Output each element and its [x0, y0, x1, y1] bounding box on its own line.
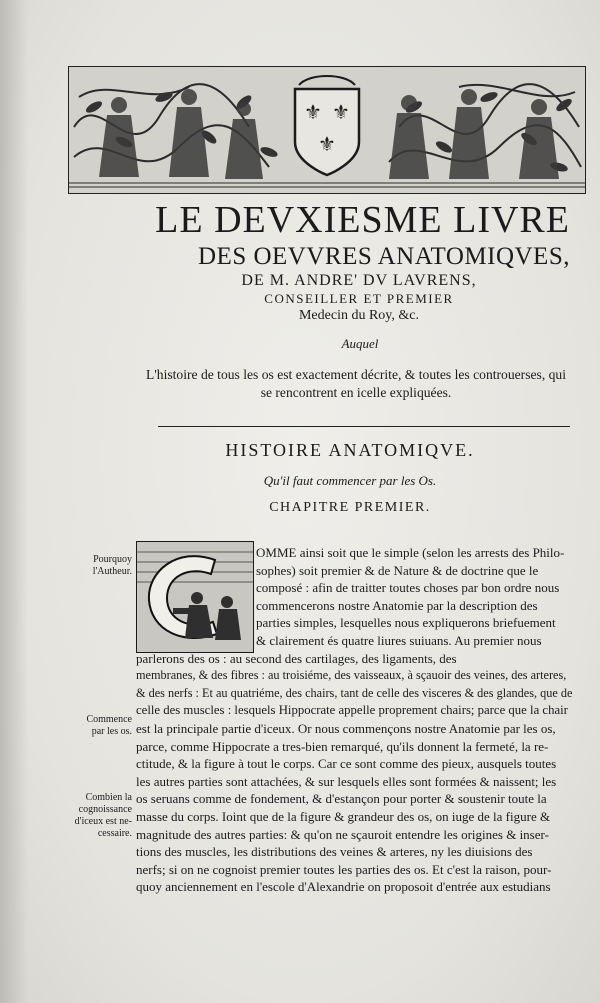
body-text-line: membranes, & des fibres : au troisiéme, des vaisseaux, à sçauoir des veines, des arteres,	[136, 668, 567, 683]
margin-note-line: par les os.	[91, 726, 132, 737]
margin-note-line: cessaire.	[97, 828, 132, 839]
body-text-line: masse du corps. Ioint que de la figure & grandeur des os, on iuge de la figure &	[136, 809, 551, 824]
section-heading: HISTOIRE ANATOMIQVE.	[225, 440, 475, 460]
summary-line-2: se rencontrent en icelle expliquées.	[260, 385, 452, 400]
body-text-line: parties simples, lesquelles nous expliquerons briefuement	[256, 615, 556, 631]
body-text-line: tions des muscles, les distributions des veines & arteres, ny les diuisions des	[136, 844, 533, 860]
royal-arms-fleur-de-lis-icon	[69, 67, 585, 193]
body-text-line: composé : afin de traitter toutes choses par bon ordre nous	[256, 580, 560, 596]
svg-text:⚜: ⚜	[332, 100, 350, 124]
book-subtitle: DES OEVVRES ANATOMIQVES,	[198, 243, 570, 270]
author-line: DE M. ANDRE' DV LAVRENS,	[241, 272, 477, 289]
book-summary	[128, 366, 584, 402]
body-text-line: commencerons nostre Anatomie par la description des	[256, 597, 538, 613]
body-text-line: celle des muscles : lesquels Hippocrate appelle proprement chairs; parce que la chair	[136, 703, 568, 718]
author-role: Medecin du Roy, &c.	[298, 308, 419, 323]
section-divider	[158, 426, 570, 427]
woodcut-headpiece	[68, 66, 586, 194]
chapter-heading: CHAPITRE PREMIER.	[269, 500, 431, 515]
margin-note-line: cognoissance	[78, 804, 132, 815]
margin-note-line: Commence	[86, 714, 132, 725]
margin-note-pourquoy	[60, 554, 132, 578]
historiated-initial-c-icon	[136, 541, 254, 653]
body-text-line: quoy anciennement en l'escole d'Alexandrie on proposoit d'entrée aux estudians	[136, 879, 551, 895]
section-subtitle: Qu'il faut commencer par les Os.	[263, 473, 437, 488]
body-text-line: parlerons des os : au second des cartilages, des ligaments, des	[136, 650, 457, 666]
author-office: CONSEILLER ET PREMIER	[264, 291, 454, 306]
body-text-line: nerfs; si on ne cognoist premier toutes les parties des os. Et c'est la raison, pour-	[136, 861, 552, 877]
body-text-line: os seruans comme de fondement, & d'estançon pour porter & soustenir toute la	[136, 791, 547, 807]
margin-note-line: l'Autheur.	[92, 566, 132, 577]
margin-note-line: Pourquoy	[93, 554, 132, 565]
body-text-line: & clairement és quatre liures suiuans. Au premier nous	[256, 633, 542, 648]
svg-text:⚜: ⚜	[304, 100, 322, 124]
margin-note-commence	[60, 714, 132, 738]
body-text-line: & des nerfs : Et au quatriéme, des chairs, tant de celle des visceres & des glandes, que de	[136, 685, 573, 700]
body-text-line: magnitude des autres parties: & qu'on ne sçauroit entendre les origines & inser-	[136, 826, 549, 842]
body-text-line: OMME ainsi soit que le simple (selon les arrests des Philo-	[256, 545, 565, 560]
body-text-line: parce, comme Hippocrate a tres-bien remarqué, qu'ils donnent la fermeté, la re-	[136, 738, 549, 754]
summary-line-1: L'histoire de tous les os est exactement décrite, & toutes les controuerses, qui	[146, 367, 566, 382]
body-text-line: ctitude, & la figure à tout le corps. Car ce sont comme des pieux, ausquels toutes	[136, 756, 557, 772]
margin-note-line: Combien la	[85, 792, 132, 803]
svg-text:⚜: ⚜	[318, 132, 336, 156]
margin-note-line: d'iceux est ne-	[74, 816, 132, 827]
body-text-line: les autres parties sont attachées, & sur lesquels elles sont formées & naissent; les	[136, 773, 557, 789]
margin-note-combien	[60, 792, 132, 840]
body-text-line: est la principale partie d'iceux. Or nous commençons nostre Anatomie par les os,	[136, 721, 556, 736]
book-title: LE DEVXIESME LIVRE	[155, 199, 570, 241]
body-text-line: sophes) soit premier & de Nature & de doctrine que le	[256, 562, 539, 578]
gutter-shadow	[0, 0, 28, 1003]
auquel-label: Auquel	[341, 336, 379, 351]
